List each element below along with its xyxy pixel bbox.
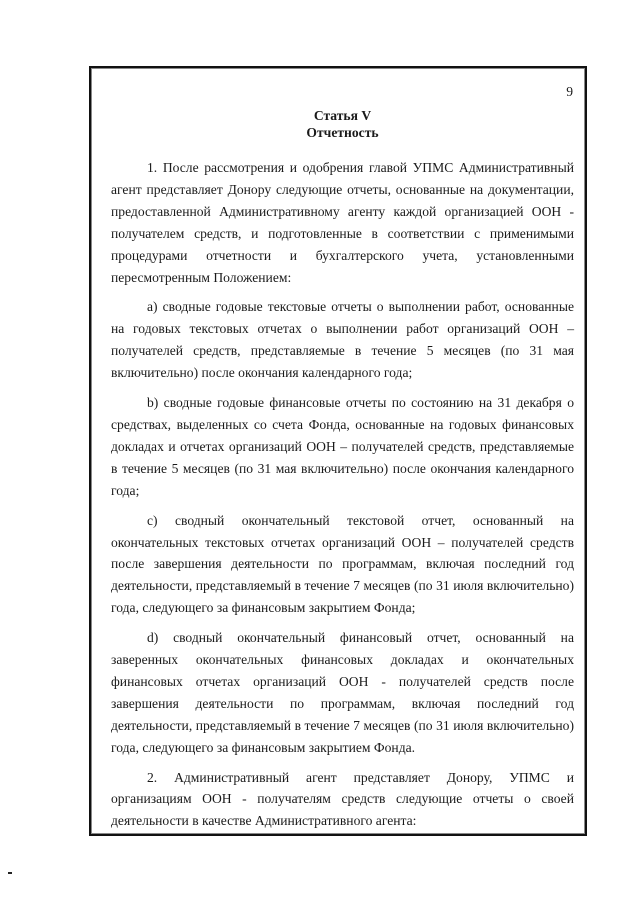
article-heading <box>111 107 574 141</box>
paragraph-1b: b) сводные годовые финансовые отчеты по состоянию на 31 декабря о средствах, выделенных со счета Фонда, основанные на годовых финансовых докладах и отчетах организаций ООН – получателей средств, представляемые в течение 5 месяцев (по 31 мая включительно) после окончания календарного года; <box>111 395 574 498</box>
paragraph-1: 1. После рассмотрения и одобрения главой УПМС Административный агент представляет Донору следующие отчеты, основанные на документации, предоставленной Административному агенту каждой организацией ООН - получателем средств, и подготовленные в соответствии с применимыми процедурами отчетности и бухгалтерского учета, установленными пересмотренным Положением: <box>111 160 574 285</box>
scan-speck <box>8 872 12 874</box>
article-label: Статья V <box>313 108 372 123</box>
paragraph-1a: a) сводные годовые текстовые отчеты о выполнении работ, основанные на годовых текстовых отчетах о выполнении работ организаций ООН – получателей средств, представляемые в течение 5 месяцев (по 31 мая включительно) после окончания календарного года; <box>111 299 574 381</box>
paragraph-1c: c) сводный окончательный текстовой отчет, основанный на окончательных текстовых отчетах организаций ООН – получателей средств после завершения деятельности по программам, включая последний год деятельности, представляемый в течение 7 месяцев (по 31 июля включительно) года, следующего за финансовым закрытием Фонда; <box>111 512 574 616</box>
paragraph-2: 2. Административный агент представляет Донору, УПМС и организациям ООН - получателям средств следующие отчеты о своей деятельности в качестве Административного агента: <box>111 769 574 829</box>
article-title: Отчетность <box>306 125 379 140</box>
paragraph-1d: d) сводный окончательный финансовый отчет, основанный на заверенных окончательных финансовых докладах и окончательных финансовых отчетах организаций ООН - получателей средств после завершения деятельности по программам, включая последний год деятельности, представляемый в течение 7 месяцев (по 31 июля включительно) года, следующего за финансовым закрытием Фонда. <box>111 630 574 755</box>
page-number: 9 <box>566 84 573 99</box>
document-body <box>111 83 574 840</box>
